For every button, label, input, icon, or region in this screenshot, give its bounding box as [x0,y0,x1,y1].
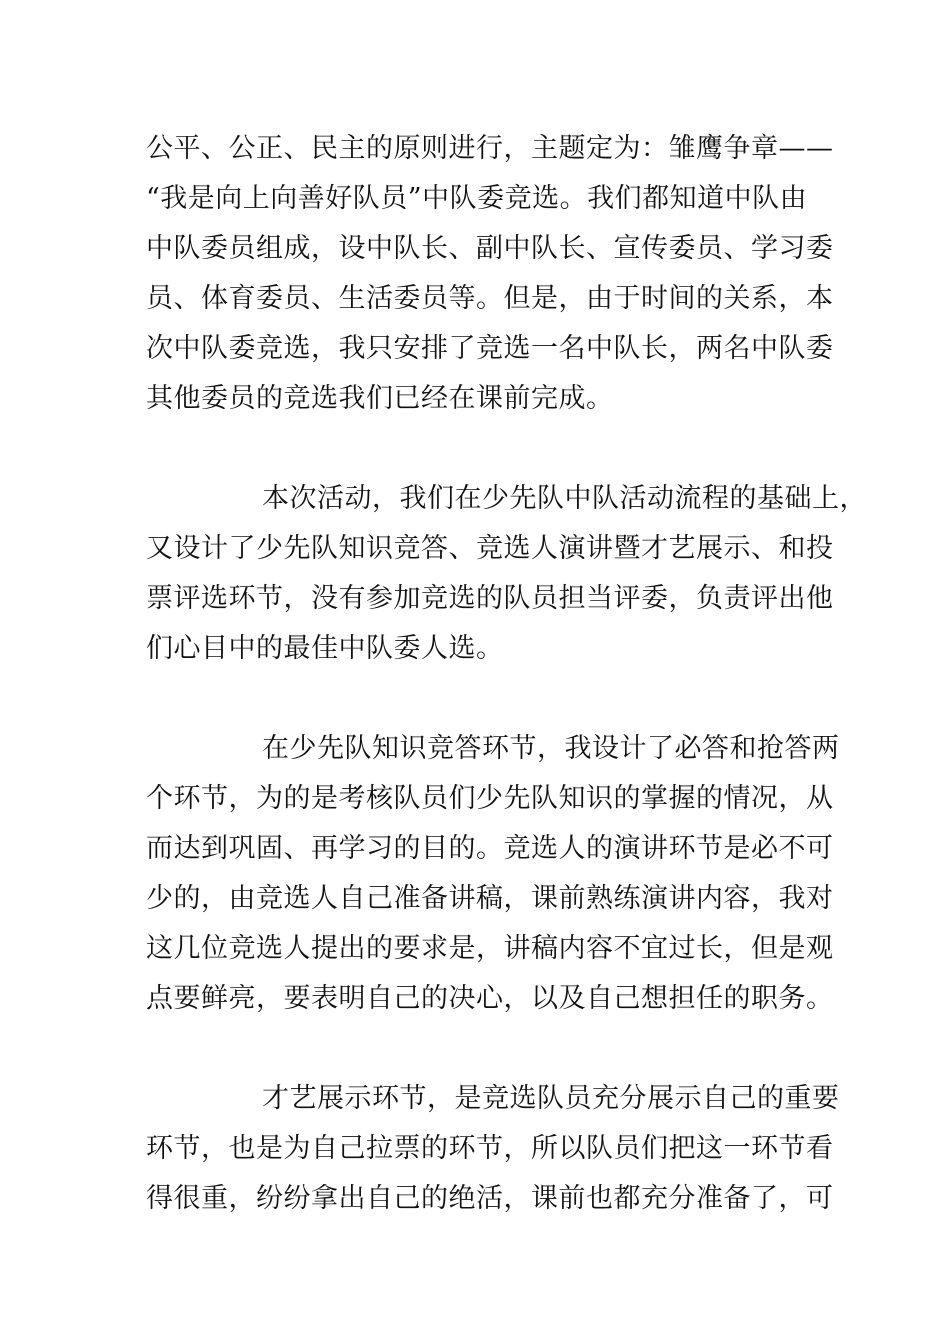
paragraph-line: 票评选环节，没有参加竞选的队员担当评委，负责评出他 [146,583,834,614]
paragraph-line: 又设计了少先队知识竞答、竞选人演讲暨才艺展示、和投 [146,533,834,564]
paragraph-line: 员、体育委员、生活委员等。但是，由于时间的关系，本 [146,283,834,314]
paragraph-line: “我是向上向善好队员”中队委竞选。我们都知道中队由 [146,183,808,214]
paragraph-line: 公平、公正、民主的原则进行，主题定为：雏鹰争章—— [146,133,834,164]
paragraph-line: 在少先队知识竞答环节，我设计了必答和抢答两 [262,733,840,764]
paragraph-line: 得很重，纷纷拿出自己的绝活，课前也都充分准备了，可 [146,1183,834,1214]
paragraph-line: 这几位竞选人提出的要求是，讲稿内容不宜过长，但是观 [146,933,834,964]
paragraph-line: 个环节，为的是考核队员们少先队知识的掌握的情况，从 [146,783,834,814]
paragraph-line: 本次活动，我们在少先队中队活动流程的基础上， [262,483,867,514]
paragraph-line: 们心目中的最佳中队委人选。 [146,633,504,664]
paragraph-line: 点要鲜亮，要表明自己的决心，以及自己想担任的职务。 [146,983,834,1014]
paragraph-line: 少的，由竞选人自己准备讲稿，课前熟练演讲内容，我对 [146,883,834,914]
paragraph-line: 次中队委竞选，我只安排了竞选一名中队长，两名中队委 [146,333,834,364]
paragraph-line: 其他委员的竞选我们已经在课前完成。 [146,383,614,414]
paragraph-line: 中队委员组成，设中队长、副中队长、宣传委员、学习委 [146,233,834,264]
paragraph-line: 才艺展示环节，是竞选队员充分展示自己的重要 [262,1083,840,1114]
paragraph-line: 而达到巩固、再学习的目的。竞选人的演讲环节是必不可 [146,833,834,864]
paragraph-line: 环节，也是为自己拉票的环节，所以队员们把这一环节看 [146,1133,834,1164]
